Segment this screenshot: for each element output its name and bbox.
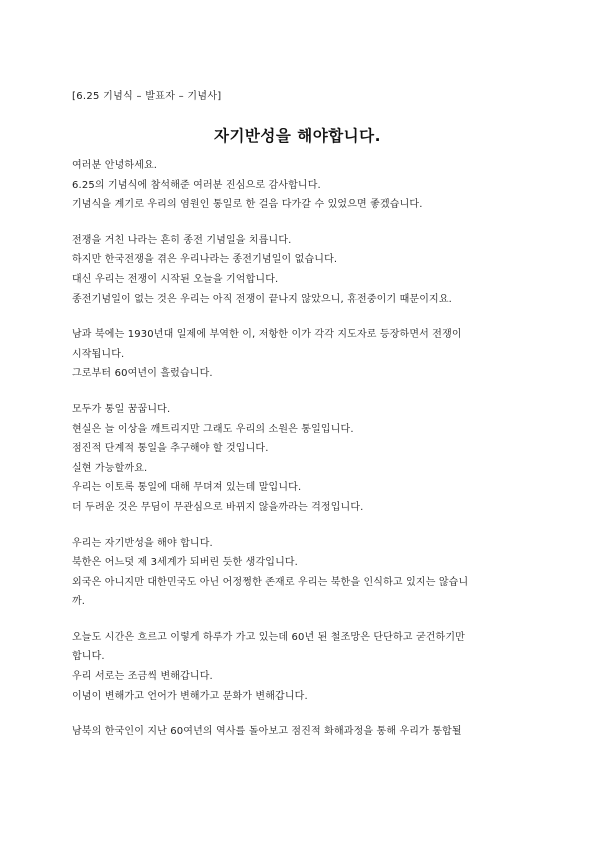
document-body [72,156,528,758]
paragraph [72,534,528,612]
text-line: 더 두려운 것은 무딤이 무관심으로 바뀌지 않을까라는 걱정입니다. [72,501,364,513]
text-line: 까. [72,596,86,608]
text-line: 남북의 한국인이 지난 60여년의 역사를 돌아보고 점진적 화해과정을 통해 우리가 통합될 [72,726,462,738]
paragraph [72,400,528,518]
paragraph [72,156,528,215]
paragraph [72,628,528,706]
paragraph [72,722,528,742]
text-line: 기념식을 계기로 우리의 염원인 통일로 한 걸음 다가갈 수 있었으면 좋겠습니다. [72,199,423,211]
document-title: 자기반성을 해야합니다. [213,127,381,145]
text-line: 전쟁을 거친 나라는 흔히 종전 기념일을 치릅니다. [72,234,292,246]
text-line: 현실은 늘 이상을 깨트리지만 그래도 우리의 소원은 통일입니다. [72,423,354,435]
text-line: 시작됩니다. [72,348,125,360]
text-line: 우리 서로는 조금씩 변해갑니다. [72,671,213,683]
text-line: 남과 북에는 1930년대 일제에 부역한 이, 저항한 이가 각각 지도자로 등장하면서 전쟁이 [72,329,462,341]
text-line: 오늘도 시간은 흐르고 이렇게 하루가 가고 있는데 60년 된 철조망은 단단하고 굳건하기만 [72,631,465,643]
document-header: [6.25 기념식 – 발표자 – 기념사] [72,91,222,102]
text-line: 실현 가능할까요. [72,462,148,474]
text-line: 우리는 자기반성을 해야 합니다. [72,537,213,549]
text-line: 외국은 아니지만 대한민국도 아닌 어정쩡한 존재로 우리는 북한을 인식하고 있지는 않습니 [72,576,469,588]
text-line: 우리는 이토록 통일에 대해 무뎌져 있는데 말입니다. [72,482,302,494]
text-line: 6.25의 기념식에 참석해준 여러분 진심으로 감사합니다. [72,179,321,191]
text-line: 북한은 어느덧 제 3세계가 되버린 듯한 생각입니다. [72,557,299,569]
text-line: 여러분 안녕하세요. [72,160,158,171]
text-line: 대신 우리는 전쟁이 시작된 오늘을 기억합니다. [72,273,279,285]
text-line: 하지만 한국전쟁을 겪은 우리나라는 종전기념일이 없습니다. [72,254,338,266]
text-line: 종전기념일이 없는 것은 우리는 아직 전쟁이 끝나지 않았으니, 휴전중이기 때문이지요. [72,293,452,305]
paragraph [72,325,528,384]
text-line: 그로부터 60여년이 흘렀습니다. [72,368,213,380]
text-line: 이념이 변해가고 언어가 변해가고 문화가 변해갑니다. [72,690,308,702]
text-line: 합니다. [72,651,105,663]
text-line: 모두가 통일 꿈꿉니다. [72,403,171,415]
paragraph [72,231,528,309]
text-line: 점진적 단계적 통일을 추구해야 할 것입니다. [72,443,269,455]
